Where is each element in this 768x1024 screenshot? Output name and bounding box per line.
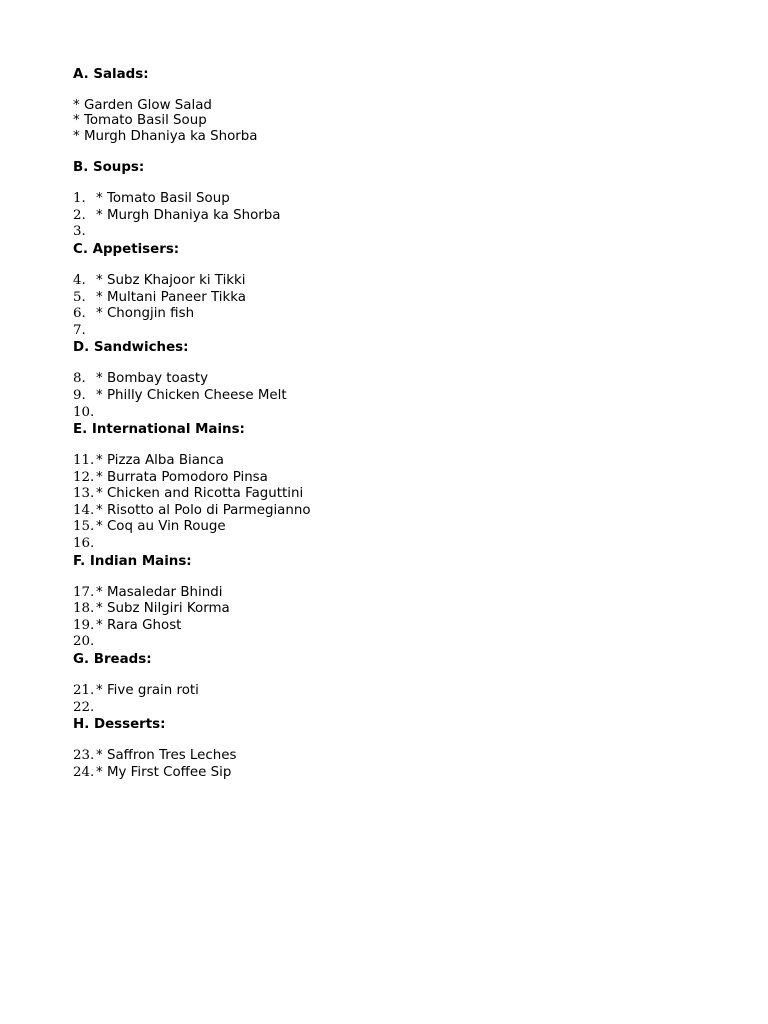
- list-item: [73, 388, 713, 405]
- list-number: 24.: [73, 764, 95, 780]
- list-item: [73, 486, 713, 503]
- list-item: [73, 323, 713, 340]
- list-number: 1.: [73, 191, 86, 207]
- list-number: 21.: [73, 683, 95, 699]
- section-heading-desserts: H. Desserts:: [73, 717, 166, 733]
- list-item: [73, 290, 713, 307]
- list-item: [73, 601, 713, 618]
- list-number: 18.: [73, 601, 95, 617]
- list-item-text: * Multani Paneer Tikka: [96, 289, 247, 305]
- list-item: [73, 191, 713, 208]
- list-item-text: * Risotto al Polo di Parmegianno: [96, 502, 311, 518]
- list-item-text: * Tomato Basil Soup: [96, 191, 230, 207]
- list-number: 17.: [73, 584, 95, 600]
- list-number: 8.: [73, 371, 86, 387]
- list-number: 13.: [73, 486, 95, 502]
- list-item-text: * My First Coffee Sip: [96, 764, 232, 780]
- list-item: [73, 536, 713, 553]
- list-item-text: * Chicken and Ricotta Faguttini: [96, 486, 304, 502]
- list-item: [73, 585, 713, 602]
- list-item: [73, 683, 713, 700]
- list-number: 14.: [73, 502, 95, 518]
- salad-item: * Garden Glow Salad: [73, 98, 212, 113]
- list-item-text: * Masaledar Bhindi: [96, 584, 223, 600]
- list-number: 16.: [73, 536, 95, 552]
- list-item: [73, 224, 713, 241]
- list-item: [73, 470, 713, 487]
- list-number: 5.: [73, 289, 86, 305]
- section-heading-salads: A. Salads:: [73, 67, 149, 82]
- list-item: [73, 765, 713, 782]
- list-item-text: * Chongjin fish: [96, 306, 195, 322]
- list-item-text: * Coq au Vin Rouge: [96, 519, 226, 535]
- salad-item: * Tomato Basil Soup: [73, 113, 207, 129]
- list-item: [73, 405, 713, 422]
- list-item-text: * Five grain roti: [96, 683, 199, 699]
- list-number: 15.: [73, 519, 95, 535]
- list-item: [73, 519, 713, 536]
- menu-document: [73, 66, 713, 781]
- list-number: 4.: [73, 272, 86, 288]
- list-number: 3.: [73, 224, 86, 240]
- list-number: 11.: [73, 453, 95, 469]
- list-item: [73, 208, 713, 225]
- section-heading-appetisers: C. Appetisers:: [73, 241, 180, 257]
- list-item-text: * Rara Ghost: [96, 617, 182, 633]
- list-item: [73, 618, 713, 635]
- list-number: 19.: [73, 617, 95, 633]
- section-heading-soups: B. Soups:: [73, 160, 145, 176]
- list-number: 6.: [73, 306, 86, 322]
- list-number: 7.: [73, 322, 86, 338]
- list-item: [73, 371, 713, 388]
- list-number: 10.: [73, 404, 95, 420]
- list-item-text: * Subz Nilgiri Korma: [96, 601, 230, 617]
- list-item: [73, 503, 713, 520]
- list-item: [73, 273, 713, 290]
- section-heading-sandwiches: D. Sandwiches:: [73, 340, 189, 356]
- list-item: [73, 748, 713, 765]
- list-item-text: * Bombay toasty: [96, 371, 209, 387]
- list-item: [73, 453, 713, 470]
- list-number: 23.: [73, 748, 95, 764]
- salad-item: * Murgh Dhaniya ka Shorba: [73, 128, 258, 144]
- list-item: [73, 634, 713, 651]
- list-number: 12.: [73, 469, 95, 485]
- list-item-text: * Burrata Pomodoro Pinsa: [96, 469, 268, 485]
- list-number: 2.: [73, 207, 86, 223]
- section-heading-breads: G. Breads:: [73, 652, 152, 668]
- list-item: [73, 700, 713, 717]
- list-item-text: * Philly Chicken Cheese Melt: [96, 387, 287, 403]
- section-heading-international-mains: E. International Mains:: [73, 422, 245, 438]
- list-number: 9.: [73, 387, 86, 403]
- list-item-text: * Murgh Dhaniya ka Shorba: [96, 207, 281, 223]
- list-item-text: * Pizza Alba Bianca: [96, 453, 224, 469]
- list-item: [73, 306, 713, 323]
- list-number: 22.: [73, 699, 95, 715]
- section-heading-indian-mains: F. Indian Mains:: [73, 553, 192, 569]
- list-item-text: * Saffron Tres Leches: [96, 748, 237, 764]
- list-item-text: * Subz Khajoor ki Tikki: [96, 272, 246, 288]
- list-number: 20.: [73, 634, 95, 650]
